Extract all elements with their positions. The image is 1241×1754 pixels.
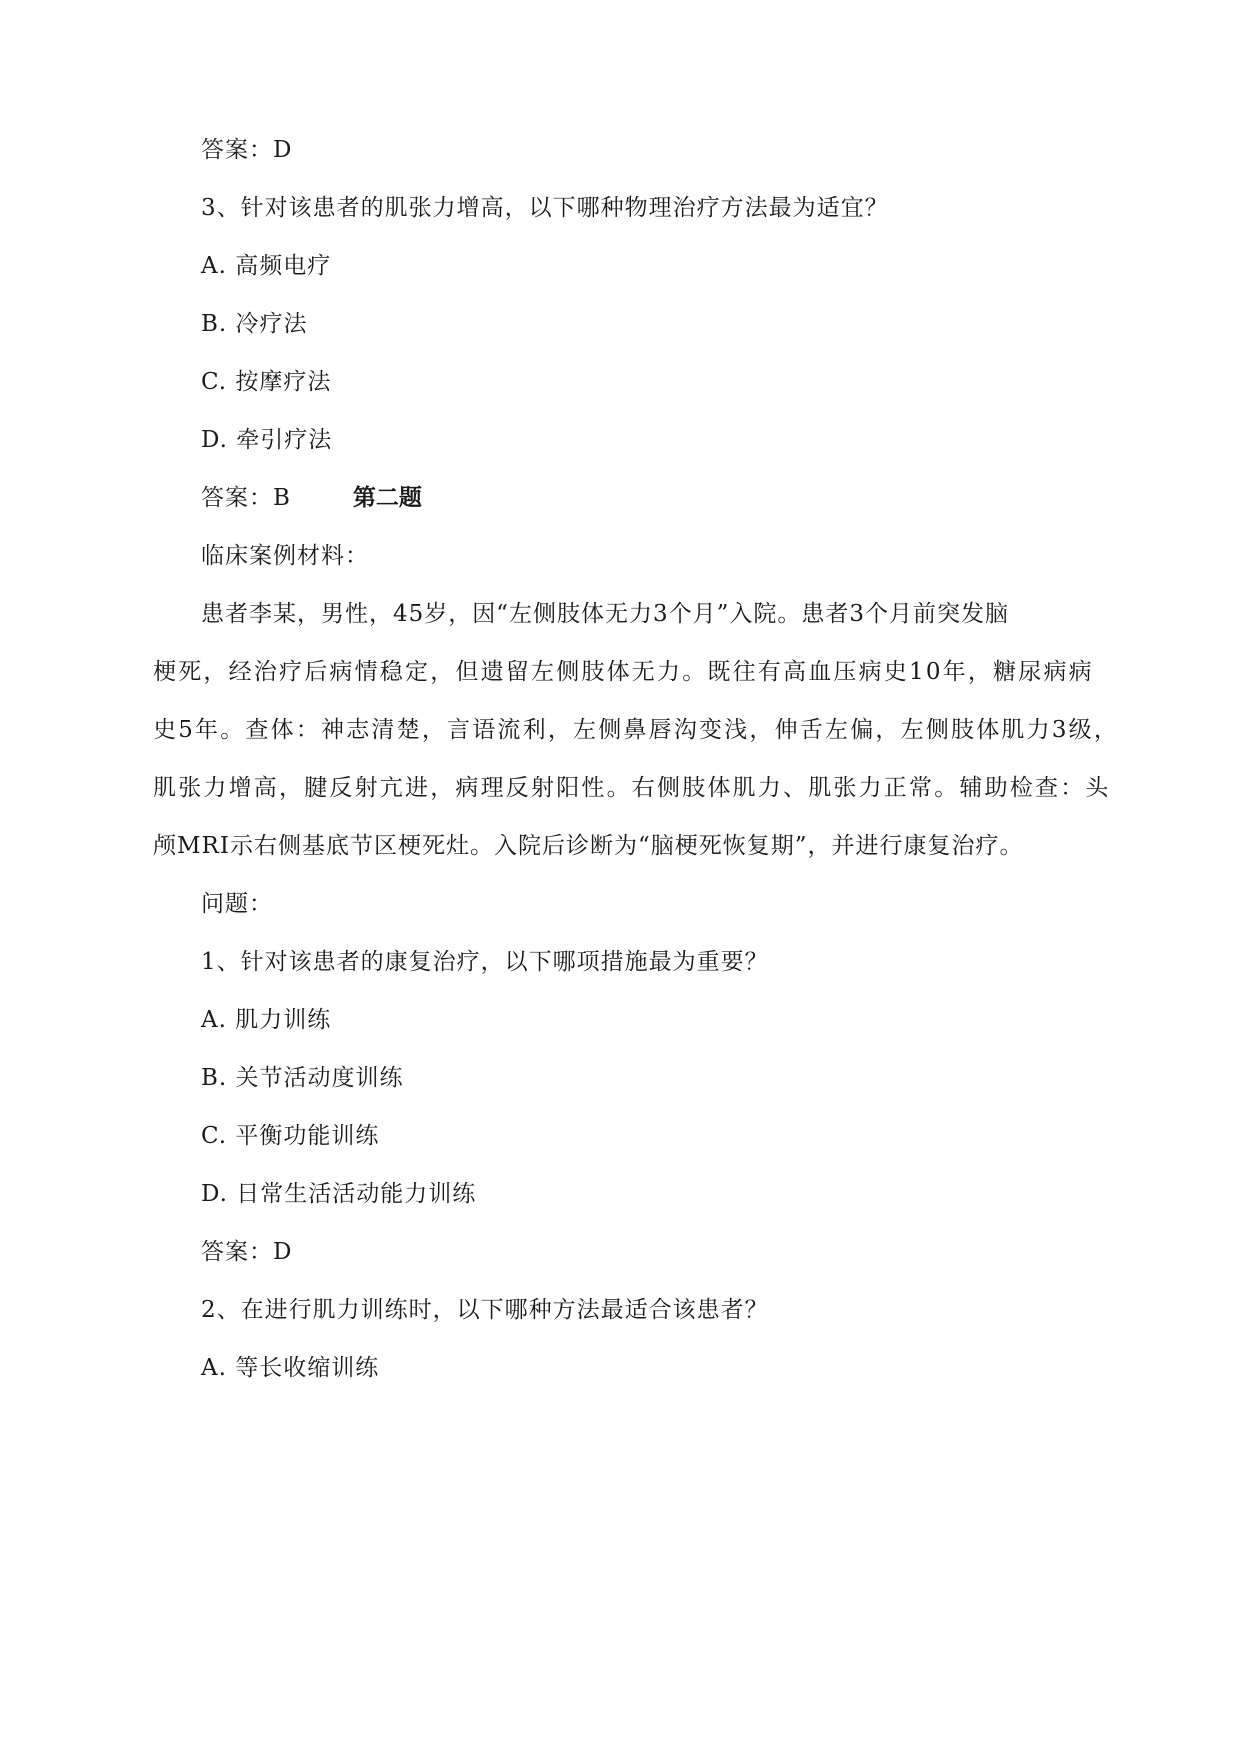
case-paragraph-line: 梗死，经治疗后病情稳定，但遗留左侧肢体无力。既往有高血压病史10年，糖尿病病 <box>153 659 1094 685</box>
answer-line: 答案：D <box>201 137 293 163</box>
option-c: C. 按摩疗法 <box>201 369 332 395</box>
option-a: A. 等长收缩训练 <box>201 1355 380 1381</box>
case-paragraph-line: 患者李某，男性，45岁，因“左侧肢体无力3个月”入院。患者3个月前突发脑 <box>201 601 1010 627</box>
case-paragraph-line: 肌张力增高，腱反射亢进，病理反射阳性。右侧肢体肌力、肌张力正常。辅助检查：头 <box>153 775 1111 801</box>
option-c: C. 平衡功能训练 <box>201 1123 380 1149</box>
case-paragraph-line: 史5年。查体：神志清楚，言语流利，左侧鼻唇沟变浅，伸舌左偏，左侧肢体肌力3级， <box>153 717 1120 743</box>
option-a: A. 肌力训练 <box>201 1007 332 1033</box>
question-stem: 2、在进行肌力训练时，以下哪种方法最适合该患者？ <box>201 1297 769 1323</box>
questions-label: 问题： <box>201 891 273 917</box>
case-paragraph-line: 颅MRI示右侧基底节区梗死灶。入院后诊断为“脑梗死恢复期”，并进行康复治疗。 <box>153 833 1024 859</box>
material-label: 临床案例材料： <box>201 543 369 569</box>
answer-line: 答案：B <box>201 485 291 511</box>
question-stem: 1、针对该患者的康复治疗，以下哪项措施最为重要？ <box>201 949 769 975</box>
option-a: A. 高频电疗 <box>201 253 332 279</box>
option-b: B. 关节活动度训练 <box>201 1065 404 1091</box>
answer-with-heading-line <box>201 483 422 513</box>
section-heading: 第二题 <box>352 485 422 511</box>
option-d: D. 牵引疗法 <box>201 427 333 453</box>
question-stem: 3、针对该患者的肌张力增高，以下哪种物理治疗方法最为适宜？ <box>201 195 889 221</box>
answer-line: 答案：D <box>201 1239 293 1265</box>
option-b: B. 冷疗法 <box>201 311 308 337</box>
option-d: D. 日常生活活动能力训练 <box>201 1181 477 1207</box>
